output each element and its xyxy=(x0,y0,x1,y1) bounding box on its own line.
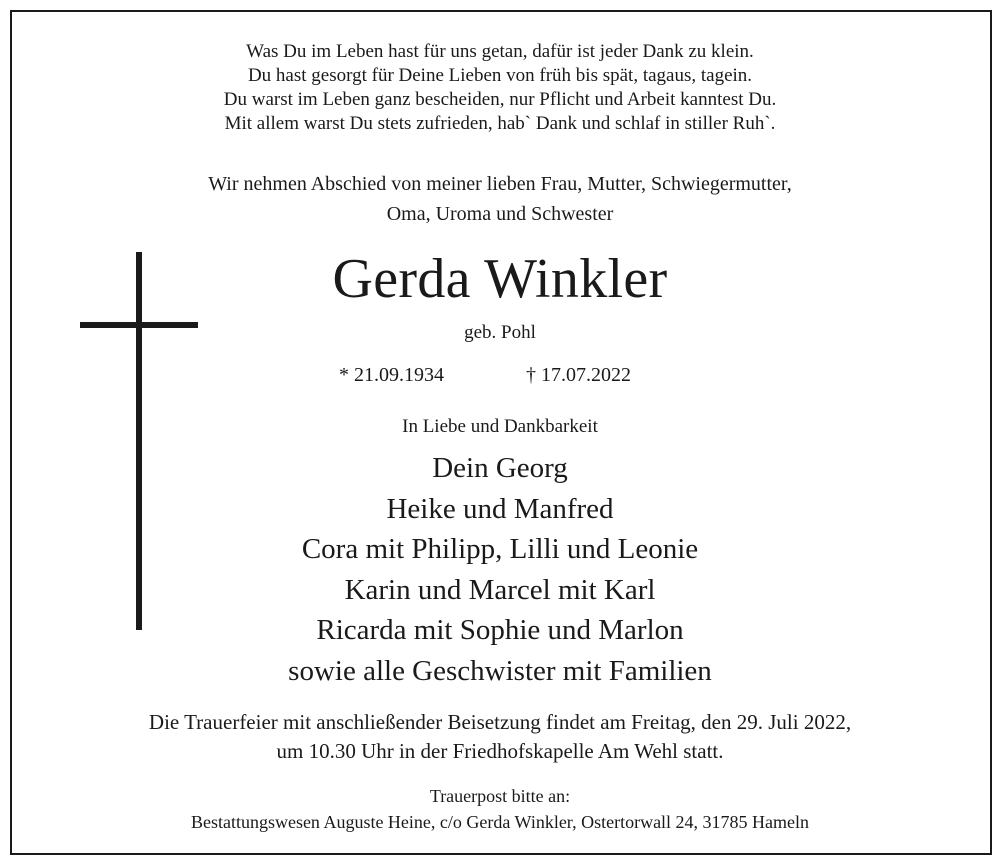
mourner: Heike und Manfred xyxy=(386,492,614,525)
thanks-line: In Liebe und Dankbarkeit xyxy=(402,416,598,437)
birth-date: * 21.09.1934 xyxy=(339,364,444,386)
poem-verse xyxy=(0,40,1000,136)
poem-line: Mit allem warst Du stets zufrieden, hab` Dank und schlaf in stiller Ruh`. xyxy=(224,113,776,134)
farewell-text xyxy=(0,169,1000,229)
farewell-line: Wir nehmen Abschied von meiner lieben Frau, Mutter, Schwiegermutter, xyxy=(208,173,792,195)
mail-line: Trauerpost bitte an: xyxy=(429,786,571,806)
poem-line: Was Du im Leben hast für uns getan, dafür ist jeder Dank zu klein. xyxy=(246,41,754,62)
death-date: † 17.07.2022 xyxy=(526,364,631,386)
mourners-list xyxy=(0,448,1000,691)
ceremony-line: um 10.30 Uhr in der Friedhofskapelle Am Wehl statt. xyxy=(276,739,724,763)
ceremony-line: Die Trauerfeier mit anschließender Beisetzung findet am Freitag, den 29. Juli 2022, xyxy=(148,710,852,734)
mourner: Karin und Marcel mit Karl xyxy=(344,573,656,606)
ceremony-info xyxy=(0,708,1000,766)
mourner: sowie alle Geschwister mit Familien xyxy=(288,654,712,687)
mail-line: Bestattungswesen Auguste Heine, c/o Gerda Winkler, Ostertorwall 24, 31785 Hameln xyxy=(190,812,810,832)
farewell-line: Oma, Uroma und Schwester xyxy=(386,203,614,225)
poem-line: Du warst im Leben ganz bescheiden, nur Pflicht und Arbeit kanntest Du. xyxy=(223,89,777,110)
deceased-name: Gerda Winkler xyxy=(332,248,668,310)
poem-line: Du hast gesorgt für Deine Lieben von früh bis spät, tagaus, tagein. xyxy=(247,65,753,86)
birth-name: geb. Pohl xyxy=(464,322,536,343)
mail-address xyxy=(0,783,1000,835)
mourner: Ricarda mit Sophie und Marlon xyxy=(316,614,684,646)
mourner: Dein Georg xyxy=(432,452,568,484)
mourner: Cora mit Philipp, Lilli und Leonie xyxy=(301,533,699,565)
